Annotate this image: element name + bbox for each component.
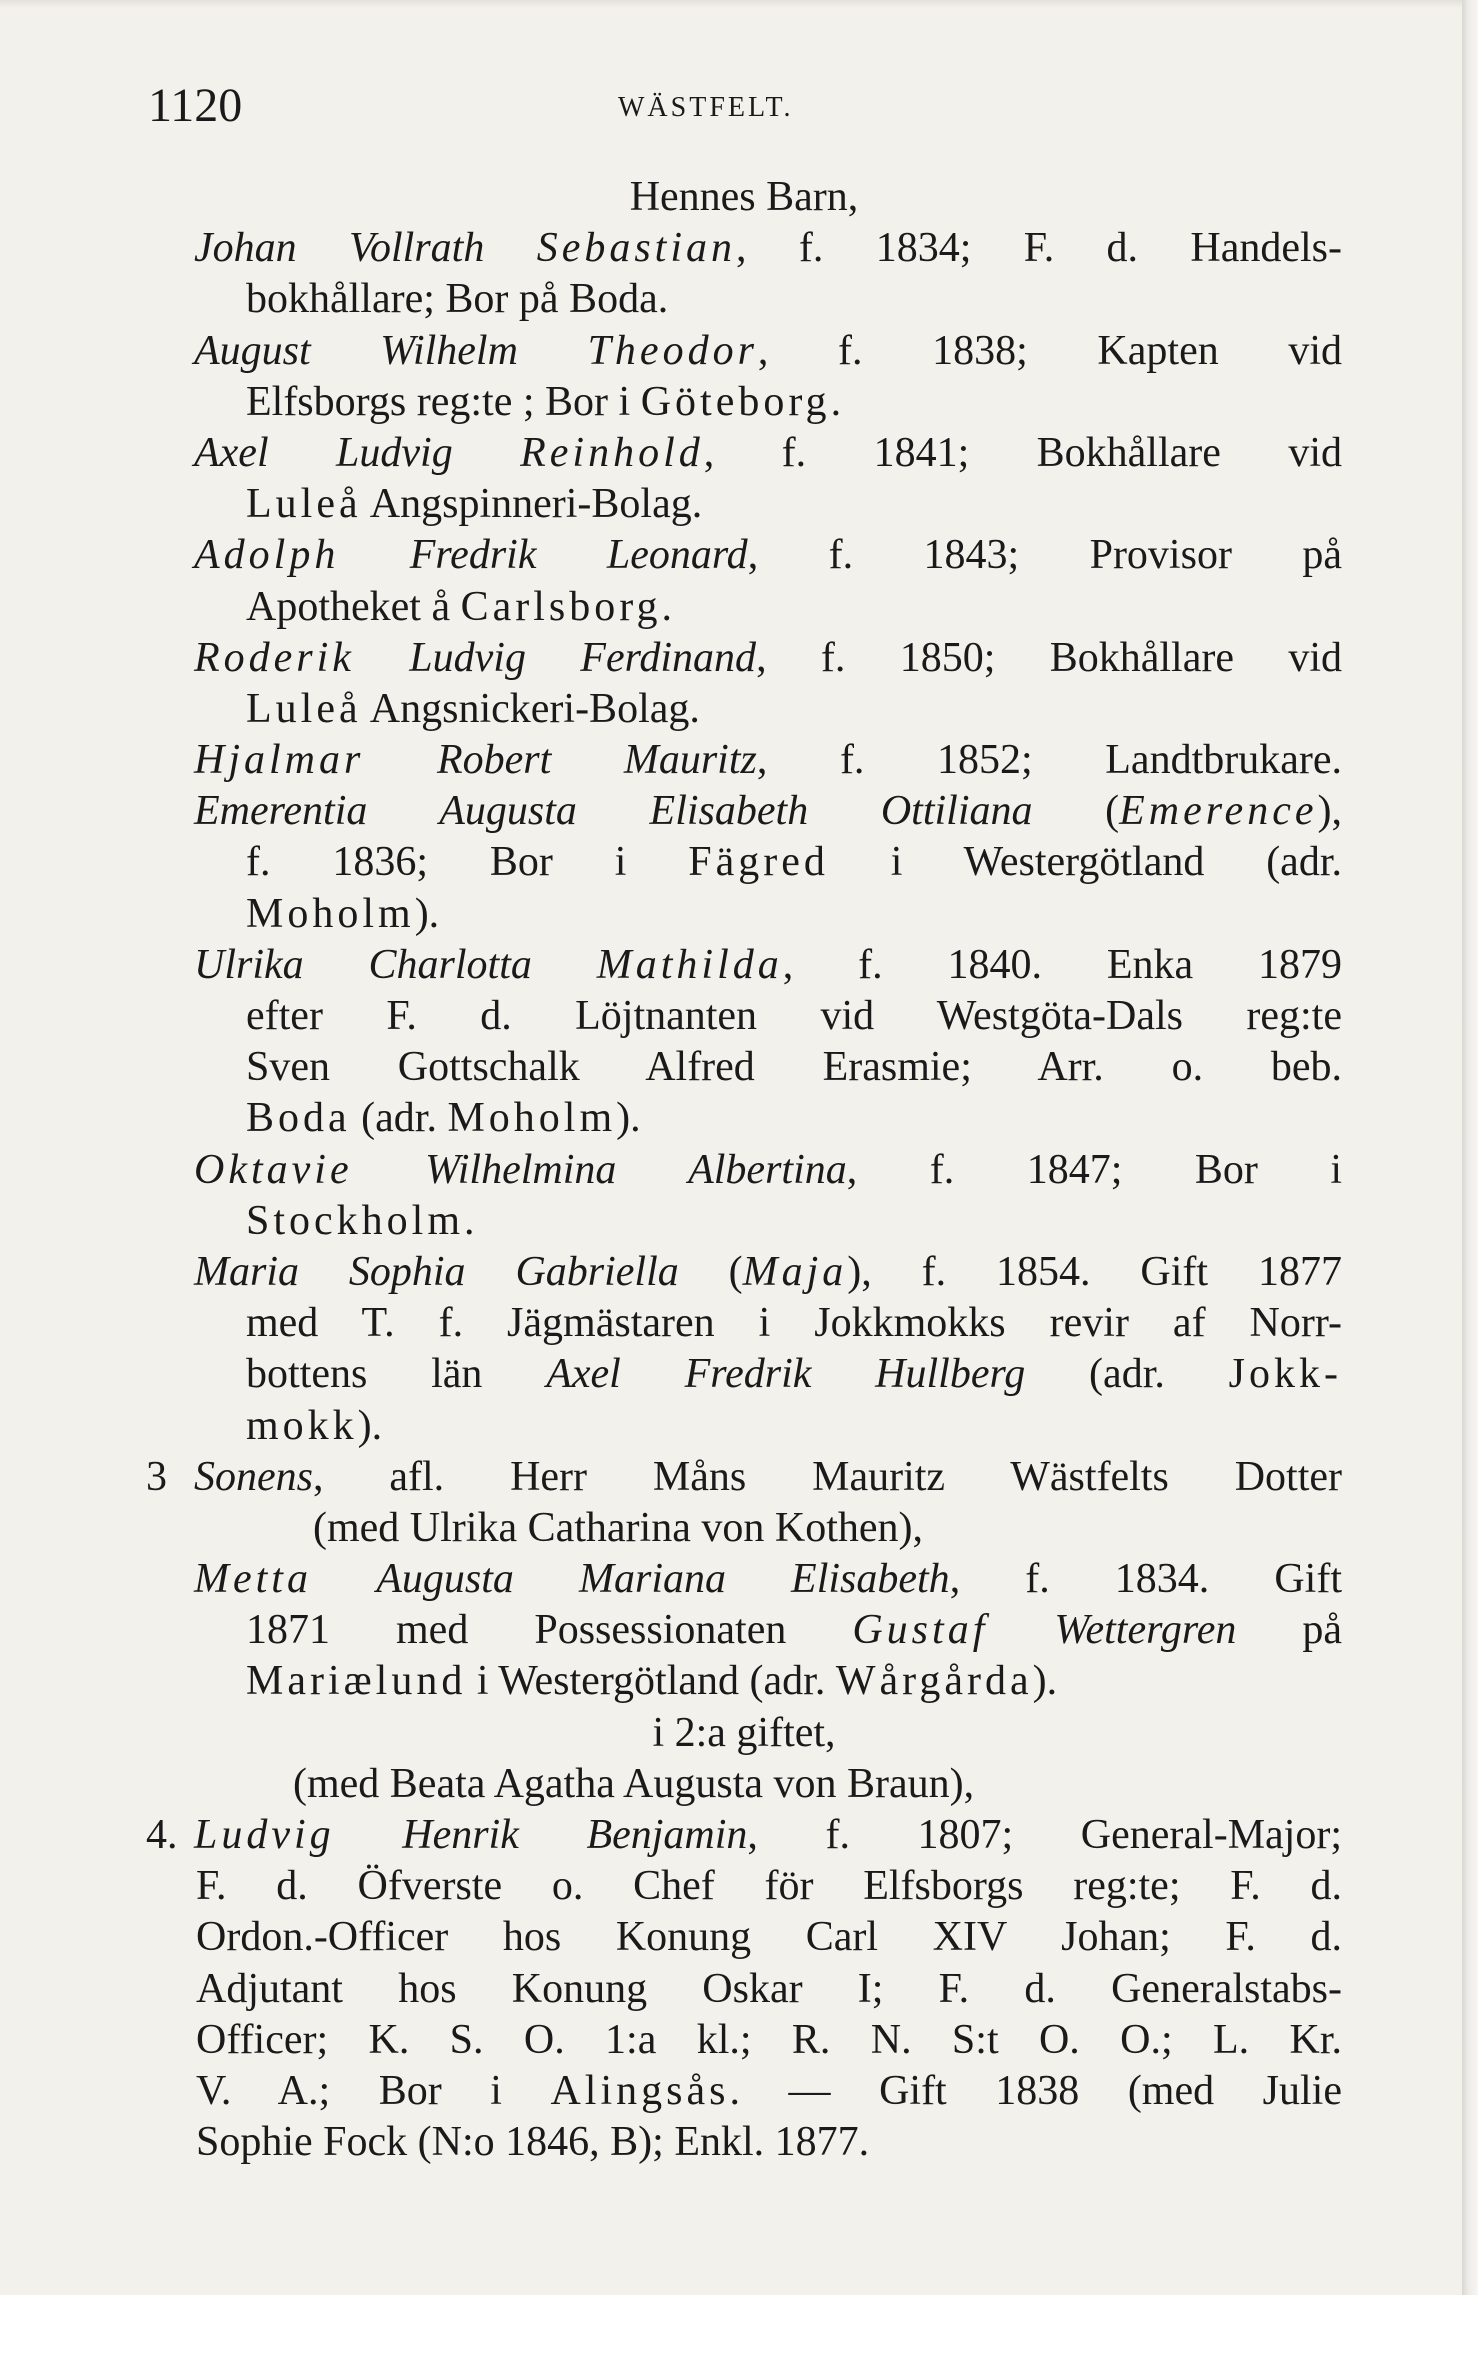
text-run: , f. 1843; Provisor på: [747, 532, 1342, 579]
text-line: [146, 582, 1342, 633]
text-line: [146, 889, 1342, 940]
text-run: Sven Gottschalk Alfred Erasmie; Arr. o. beb.: [246, 1044, 1342, 1091]
text-run: Göteborg: [640, 378, 831, 425]
text-run: Maria Sophia Gabriella: [194, 1248, 679, 1295]
text-run: Sebastian: [536, 225, 737, 272]
text-run: Robert Mauritz: [364, 737, 757, 784]
text-line: [146, 1964, 1342, 2015]
text-run: .: [464, 1197, 475, 1244]
text-run: Mariælund: [246, 1658, 467, 1705]
text-run: Oktavie: [194, 1146, 353, 1193]
text-line: [146, 1452, 1342, 1503]
text-run: på: [1236, 1607, 1342, 1654]
text-run: bottens län: [246, 1351, 547, 1398]
text-line: [146, 1810, 1342, 1861]
text-run: .: [830, 378, 842, 425]
text-run: (: [1032, 788, 1120, 835]
text-run: . — Gift 1838 (med Julie: [729, 2067, 1342, 2114]
text-run: Reinhold: [520, 429, 704, 476]
bottom-margin: [0, 2295, 1478, 2359]
text-run: , f. 1807; General-Major;: [747, 1812, 1343, 1858]
text-run: Moholm: [447, 1095, 617, 1142]
text-line: [146, 530, 1342, 581]
text-line: [146, 428, 1342, 479]
text-line: [146, 940, 1342, 991]
text-run: August Wilhelm: [194, 327, 588, 374]
text-run: Luleå: [246, 481, 362, 528]
text-line: [146, 1554, 1342, 1605]
text-run: ).: [357, 1402, 383, 1449]
text-run: ).: [414, 890, 440, 937]
text-run: ).: [616, 1095, 641, 1142]
text-run: .: [661, 583, 672, 630]
text-run: efter F. d. Löjtnanten vid Westgöta-Dals reg:te: [246, 993, 1342, 1039]
text-run: V. A.; Bor i: [196, 2067, 551, 2114]
text-run: , f. 1850; Bokhållare vid: [756, 634, 1343, 681]
text-run: , f. 1838; Kapten vid: [757, 327, 1342, 374]
text-run: Jokk-: [1228, 1351, 1342, 1398]
text-line: [146, 1298, 1342, 1349]
text-run: Henrik Benjamin: [334, 1812, 748, 1858]
text-line: [146, 735, 1342, 786]
text-run: Emerentia Augusta Elisabeth Ottiliana: [194, 788, 1033, 835]
text-line: [146, 1503, 1342, 1554]
text-line: [146, 684, 1342, 735]
text-line: [146, 1145, 1342, 1196]
text-run: Hjalmar: [194, 737, 365, 784]
text-line: [146, 1605, 1342, 1656]
text-run: Adjutant hos Konung Oskar I; F. d. Generalstabs-: [196, 1965, 1342, 2012]
text-line: [146, 2117, 1342, 2168]
text-run: Officer; K. S. O. 1:a kl.; R. N. S:t O. O.; L. Kr.: [196, 2016, 1342, 2063]
text-run: Elfsborgs reg:te ; Bor i: [246, 378, 641, 425]
text-run: med T. f. Jägmästaren i Jokkmokks revir af Norr-: [246, 1300, 1342, 1347]
text-run: , f. 1847; Bor i: [846, 1146, 1342, 1193]
text-run: Theodor: [587, 327, 758, 374]
text-run: ).: [1032, 1658, 1058, 1705]
text-run: Roderik: [194, 634, 355, 681]
text-line: [146, 786, 1342, 837]
text-line: [146, 1093, 1342, 1144]
entry-number: 3: [146, 1453, 167, 1500]
text-run: Mathilda: [596, 941, 783, 988]
text-line: [146, 274, 1342, 325]
text-run: Augusta Mariana Elisabeth: [311, 1556, 950, 1603]
text-line: [146, 1708, 1342, 1759]
text-line: [146, 172, 1342, 223]
running-title: WÄSTFELT.: [618, 92, 794, 123]
text-run: Ulrika Charlotta: [194, 941, 597, 988]
text-run: bokhållare; Bor på Boda.: [246, 276, 669, 323]
text-run: 1871 med Possessionaten: [246, 1607, 853, 1654]
text-run: (adr.: [1025, 1351, 1229, 1398]
text-run: Hennes Barn,: [629, 174, 859, 220]
text-run: , afl. Herr Måns Mauritz Wästfelts Dotter: [313, 1453, 1342, 1500]
text-run: Sonens: [194, 1453, 313, 1500]
text-line: [146, 2066, 1342, 2117]
text-run: Stockholm: [246, 1197, 465, 1244]
text-line: [146, 1656, 1342, 1707]
text-line: [146, 1759, 1342, 1810]
text-line: [146, 2015, 1342, 2066]
entry-number: 4.: [146, 1812, 178, 1858]
text-line: [146, 837, 1342, 888]
page-edge-strip: [1462, 0, 1478, 2295]
text-line: [146, 1912, 1342, 1963]
text-line: [146, 326, 1342, 377]
text-run: , f. 1834; F. d. Handels-: [736, 225, 1342, 272]
text-run: (: [678, 1248, 743, 1295]
text-run: , f. 1834. Gift: [949, 1556, 1342, 1603]
text-run: i 2:a giftet,: [652, 1709, 836, 1756]
text-line: [146, 1861, 1342, 1912]
text-run: Fredrik Leonard: [339, 532, 748, 579]
text-run: Axel Fredrik Hullberg: [546, 1351, 1026, 1398]
text-line: [146, 633, 1342, 684]
text-run: Ordon.-Officer hos Konung Carl XIV Johan; F. d.: [196, 1914, 1342, 1961]
text-run: ), f. 1854. Gift 1877: [847, 1248, 1342, 1295]
text-line: [146, 991, 1342, 1042]
text-run: , f. 1840. Enka 1879: [782, 941, 1342, 988]
text-run: Adolph: [194, 532, 340, 579]
text-run: F. d. Öfverste o. Chef för Elfsborgs reg:te; F. d.: [196, 1863, 1342, 1910]
text-run: Moholm: [246, 890, 415, 937]
text-run: Fägred: [688, 839, 829, 886]
text-run: Apotheket å: [246, 583, 461, 630]
text-run: mokk: [246, 1402, 358, 1449]
text-line: [146, 223, 1342, 274]
text-run: ),: [1317, 788, 1342, 835]
text-run: Wettergren: [988, 1607, 1237, 1654]
text-run: f. 1836; Bor i: [246, 839, 689, 886]
genealogy-text: [146, 172, 1342, 2168]
text-run: Angspinneri-Bolag.: [361, 481, 703, 528]
text-line: [146, 1247, 1342, 1298]
top-shadow: [0, 0, 1462, 8]
text-run: Johan Vollrath: [194, 225, 537, 272]
text-run: Boda: [246, 1095, 351, 1142]
text-run: Emerence: [1119, 788, 1318, 835]
text-run: (med Ulrika Catharina von Kothen),: [313, 1504, 923, 1551]
page-header: [148, 79, 1338, 134]
text-line: [146, 1042, 1342, 1093]
text-run: Metta: [194, 1556, 312, 1603]
text-run: Axel Ludvig: [194, 429, 521, 476]
text-run: Ludvig: [194, 1812, 335, 1858]
text-run: Luleå: [246, 685, 362, 732]
text-run: , f. 1852; Landtbrukare.: [756, 737, 1342, 784]
text-line: [146, 377, 1342, 428]
text-run: Gustaf: [852, 1607, 989, 1654]
text-run: Maja: [742, 1248, 848, 1295]
text-run: (med Beata Agatha Augusta von Braun),: [293, 1760, 975, 1807]
text-line: [146, 1349, 1342, 1400]
text-run: Wårgårda: [835, 1658, 1033, 1705]
text-run: Wilhelmina Albertina: [352, 1146, 847, 1193]
text-run: i Westergötland (adr.: [828, 839, 1342, 886]
text-run: Sophie Fock (N:o 1846, B); Enkl. 1877.: [196, 2119, 870, 2166]
text-run: , f. 1841; Bokhållare vid: [703, 429, 1342, 476]
page-number: 1120: [148, 79, 243, 132]
text-run: Alingsås: [550, 2067, 730, 2114]
text-run: Carlsborg: [460, 583, 662, 630]
text-run: (adr.: [350, 1095, 448, 1142]
text-line: [146, 1401, 1342, 1452]
text-line: [146, 1196, 1342, 1247]
text-line: [146, 479, 1342, 530]
text-run: i Westergötland (adr.: [466, 1658, 836, 1705]
text-run: Ludvig Ferdinand: [354, 634, 757, 681]
text-run: Angsnickeri-Bolag.: [361, 685, 700, 732]
